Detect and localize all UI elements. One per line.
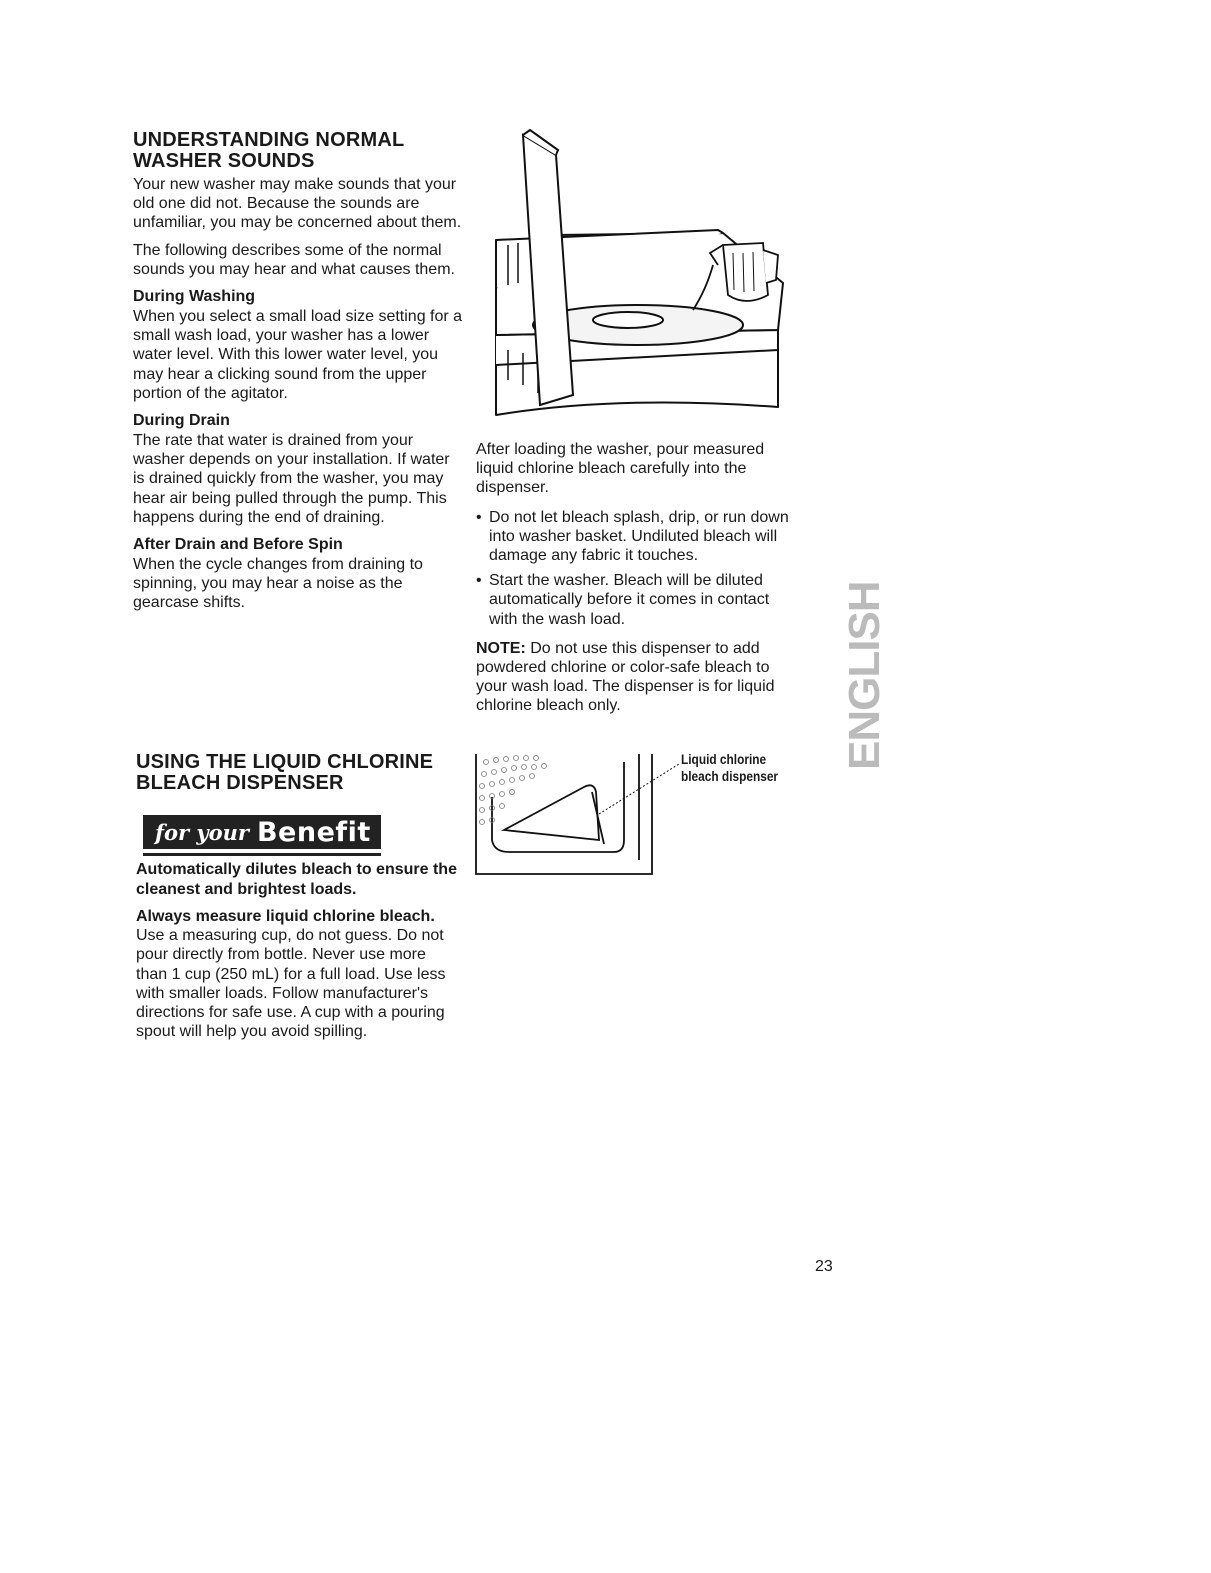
washing-text: When you select a small load size setting for a small wash load, your washer has a lower water level. With this lower water level, you may hear a clicking sound from the upper portion of the agitator. (133, 308, 463, 402)
bleach-body (136, 860, 461, 1041)
language-side-tab (800, 580, 889, 780)
sounds-intro-2: The following describes some of the normal sounds you may hear and what causes them. (133, 241, 455, 278)
measure-bold: Always measure liquid chlorine bleach. (136, 908, 435, 925)
sounds-title-line1: UNDERSTANDING NORMAL (133, 129, 405, 151)
dispenser-callout (681, 751, 778, 785)
for-your-benefit-banner (143, 815, 381, 849)
dispenser-cup (504, 785, 599, 840)
bleach-title-line2: BLEACH DISPENSER (136, 772, 344, 794)
spin-heading: After Drain and Before Spin (133, 536, 343, 554)
bleach-bullets (476, 508, 801, 629)
spin-text: When the cycle changes from draining to spinning, you may hear a noise as the gearcase shifts. (133, 556, 423, 612)
callout-line1: Liquid chlorine (681, 752, 767, 767)
benefit-underline (143, 853, 381, 856)
washing-heading: During Washing (133, 288, 256, 306)
note-label: NOTE: (476, 639, 526, 657)
left-column (133, 130, 465, 613)
page-number: 23 (815, 1258, 833, 1275)
benefit-prefix: for your (155, 819, 249, 845)
callout-line2: bleach dispenser (681, 769, 779, 784)
measure-text: Use a measuring cup, do not guess. Do not pour directly from bottle. Never use more than 1 cup (250 mL) for a full load. Use less with smaller loads. Follow manufacturer's directions for safe use. A cup with a pouring spout will help you avoid spilling. (136, 927, 446, 1041)
right-column (476, 440, 801, 716)
benefit-text: Automatically dilutes bleach to ensure the cleanest and brightest loads. (136, 861, 457, 898)
washer-pouring-illustration (478, 125, 793, 425)
note-text: Do not use this dispenser to add powdered chlorine or color-safe bleach to your wash load. The dispenser is for liquid chlorine bleach only. (476, 639, 775, 715)
pour-caption: After loading the washer, pour measured liquid chlorine bleach carefully into the dispenser. (476, 441, 765, 497)
side-tab-label: ENGLISH (840, 581, 889, 770)
note-paragraph (476, 639, 801, 716)
sounds-title-line2: WASHER SOUNDS (133, 150, 315, 172)
bullet-item: • Do not let bleach splash, drip, or run down into washer basket. Undiluted bleach will damage any fabric it touches. (476, 508, 801, 566)
bullet-item: • Start the washer. Bleach will be diluted automatically before it comes in contact with the wash load. (476, 571, 801, 629)
sounds-intro-1: Your new washer may make sounds that your old one did not. Because the sounds are unfamiliar, you may be concerned about them. (133, 176, 462, 232)
dispenser-illustration (474, 752, 694, 877)
bleach-title-line1: USING THE LIQUID CHLORINE (136, 751, 434, 773)
measure-paragraph (136, 907, 461, 1041)
drain-text: The rate that water is drained from your washer depends on your installation. If water is drained quickly from the washer, you may hear air being pulled through the pump. This happens during the end of draining. (133, 432, 450, 526)
bleach-section-title (136, 752, 466, 794)
benefit-word: Benefit (256, 816, 371, 848)
drain-heading: During Drain (133, 412, 230, 430)
